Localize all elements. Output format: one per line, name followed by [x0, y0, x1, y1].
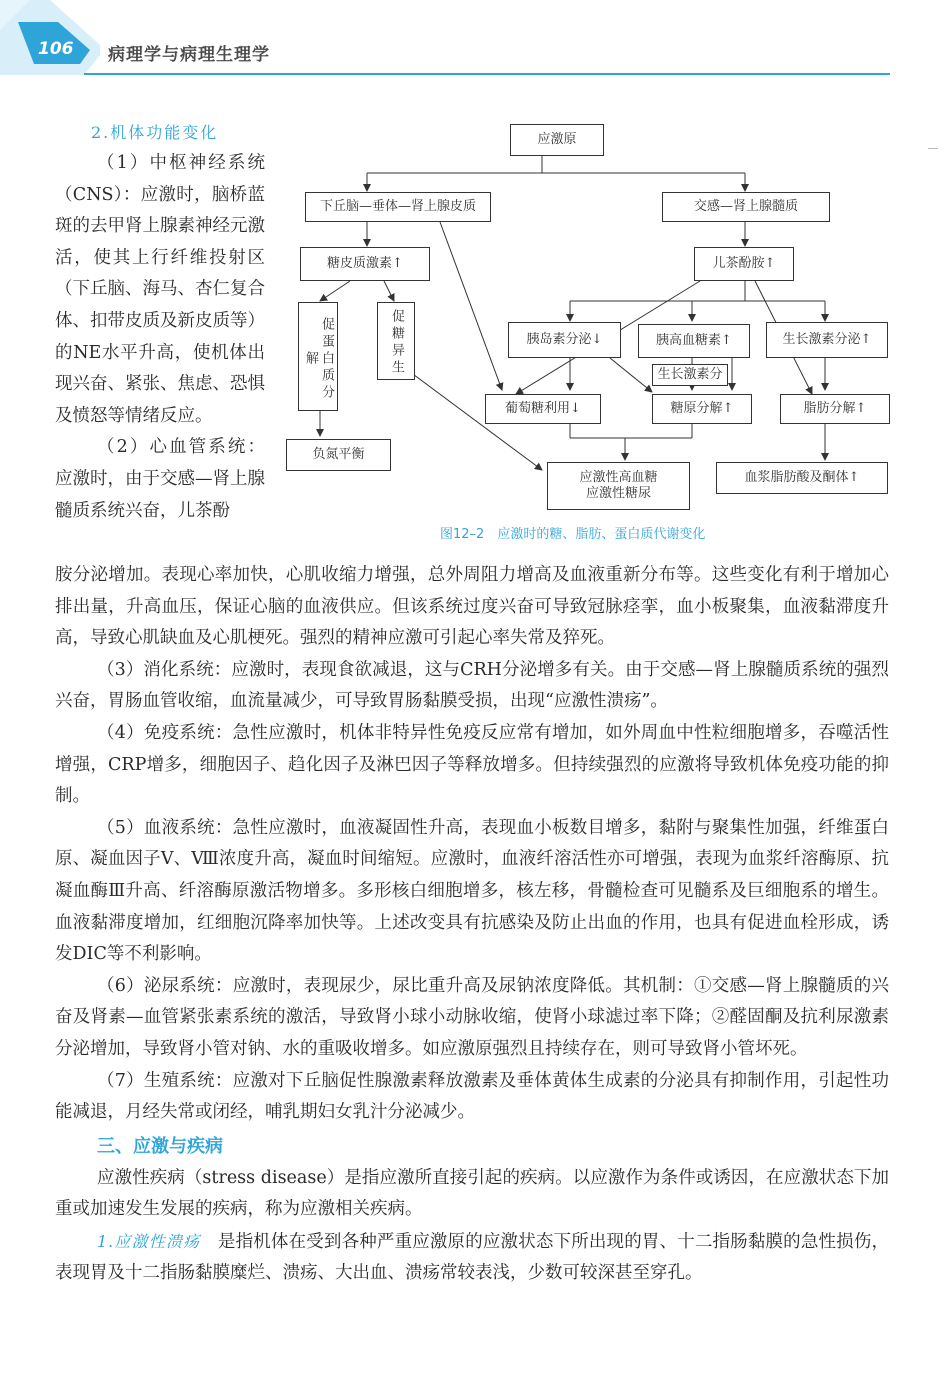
box-stress-hyperglycemia [547, 462, 690, 510]
running-title: 病理学与病理生理学 [108, 45, 270, 65]
box-sam-system: 交感—肾上腺髓质 [662, 192, 830, 222]
box-fatty-acids-ketones: 血浆脂肪酸及酮体↑ [716, 462, 888, 494]
box-glucose-utilization: 葡萄糖利用↓ [485, 394, 601, 424]
box-growth-hormone: 生长激素分 [652, 364, 728, 386]
margin-mark [928, 148, 938, 149]
box-promote-gluconeo-text: 促糖异生 [389, 309, 404, 377]
metabolism-diagram [280, 118, 910, 548]
paragraph-stress-disease: 应激性疾病（stress disease）是指应激所直接引起的疾病。以应激作为条件或诱因，在应激状态下加重或加速发生发展的疾病，称为应激相关疾病。 [55, 1167, 889, 1220]
box-glucagon: 胰高血糖素↑ [638, 324, 750, 358]
figure-caption: 图12–2 应激时的糖、脂肪、蛋白质代谢变化 [440, 527, 706, 542]
header-rule [84, 73, 890, 75]
box-insulin: 胰岛素分泌↓ [508, 322, 621, 358]
box-promote-gluconeogenesis [377, 302, 415, 380]
paragraph-cardio-cont: 胺分泌增加。表现心率加快，心肌收缩力增强，总外周阻力增高及血液重新分布等。这些变化有利于增加心排出量，升高血压，保证心脑的血液供应。但该系统过度兴奋可导致冠脉痉挛，血小板聚集，血液黏滞度升高，导致心肌缺血及心肌梗死。强烈的精神应激可引起心率失常及猝死。 [55, 565, 889, 649]
paragraph-immune: （4）免疫系统：急性应激时，机体非特异性免疫反应常有增加，如外周血中性粒细胞增多，吞噬活性增强，CRP增多，细胞因子、趋化因子及淋巴因子等释放增多。但持续强烈的应激将导致机体免疫功能的抑制。 [55, 722, 889, 807]
body-text [55, 560, 889, 1290]
left-column [55, 118, 265, 527]
paragraph-blood: （5）血液系统：急性应激时，血液凝固性升高，表现血小板数目增多，黏附与聚集性加强，纤维蛋白原、凝血因子Ⅴ、Ⅷ浓度升高，凝血时间缩短。应激时，血液纤溶活性亦可增强，表现为血浆纤溶酶原、抗凝血酶Ⅲ升高、纤溶酶原激活物增多。多形核白细胞增多，核左移，骨髓检查可见髓系及巨细胞系的增生。血液黏滞度增加，红细胞沉降率加快等。上述改变具有抗感染及防止出血的作用，也具有促进血栓形成，诱发DIC等不利影响。 [55, 817, 889, 965]
box-catecholamine: 儿茶酚胺↑ [694, 247, 794, 281]
paragraph-urinary: （6）泌尿系统：应激时，表现尿少，尿比重升高及尿钠浓度降低。其机制：①交感—肾上腺髓质的兴奋及肾素—血管紧张素系统的激活，导致肾小球小动脉收缩，使肾小球滤过率下降；②醛固酮及抗利尿激素分泌增加，导致肾小管对钠、水的重吸收增多。如应激原强烈且持续存在，则可导致肾小管坏死。 [55, 975, 889, 1059]
stress-ulcer-text: 是指机体在受到各种严重应激原的应激状态下所出现的胃、十二指肠黏膜的急性损伤，表现胃及十二指肠黏膜糜烂、溃疡、大出血、溃疡常较表浅，少数可较深甚至穿孔。 [55, 1231, 889, 1284]
box-glucocorticoid: 糖皮质激素↑ [300, 247, 430, 281]
paragraph-cns: （1）中枢神经系统（CNS）：应激时，脑桥蓝斑的去甲肾上腺素神经元激活，使其上行纤维投射区（下丘脑、海马、杏仁复合体、扣带皮质及新皮质等）的NE水平升高，使机体出现兴奋、紧张、焦虑、恐惧及愤怒等情绪反应。 [55, 153, 265, 426]
subsection-heading: 2.机体功能变化 [91, 123, 219, 142]
box-negative-nitrogen-balance: 负氮平衡 [286, 439, 391, 471]
page-number: 106 [38, 39, 74, 59]
box-glycogenolysis: 糖原分解↑ [652, 394, 752, 424]
stress-ulcer-label: 1.应激性溃疡 [97, 1231, 201, 1251]
section-heading: 三、应激与疾病 [97, 1135, 223, 1157]
box-promote-protein-text: 促蛋白质分解 [303, 317, 334, 402]
box-lipolysis: 脂肪分解↑ [780, 394, 890, 424]
box-gh-secretion: 生长激素分泌↑ [766, 322, 888, 358]
paragraph-digestive: （3）消化系统：应激时，表现食欲减退，这与CRH分泌增多有关。由于交感—肾上腺髓质系统的强烈兴奋，胃肠血管收缩，血流量减少，可导致胃肠黏膜受损，出现“应激性溃疡”。 [55, 659, 889, 712]
page-header [0, 0, 950, 90]
box-stressor: 应激原 [510, 124, 604, 156]
box-promote-protein-breakdown [298, 302, 338, 411]
paragraph-stress-ulcer [55, 1226, 889, 1290]
paragraph-reproductive: （7）生殖系统：应激对下丘脑促性腺激素释放激素及垂体黄体生成素的分泌具有抑制作用，引起性功能减退，月经失常或闭经，哺乳期妇女乳汁分泌减少。 [55, 1070, 889, 1123]
glycosuria-label: 应激性糖尿 [585, 486, 651, 501]
paragraph-cardio-start: （2）心血管系统：应激时，由于交感—肾上腺髓质系统兴奋，儿茶酚 [55, 437, 265, 521]
box-hpa-axis: 下丘脑—垂体—肾上腺皮质 [305, 192, 491, 222]
hyperglycemia-label: 应激性高血糖 [579, 470, 658, 485]
